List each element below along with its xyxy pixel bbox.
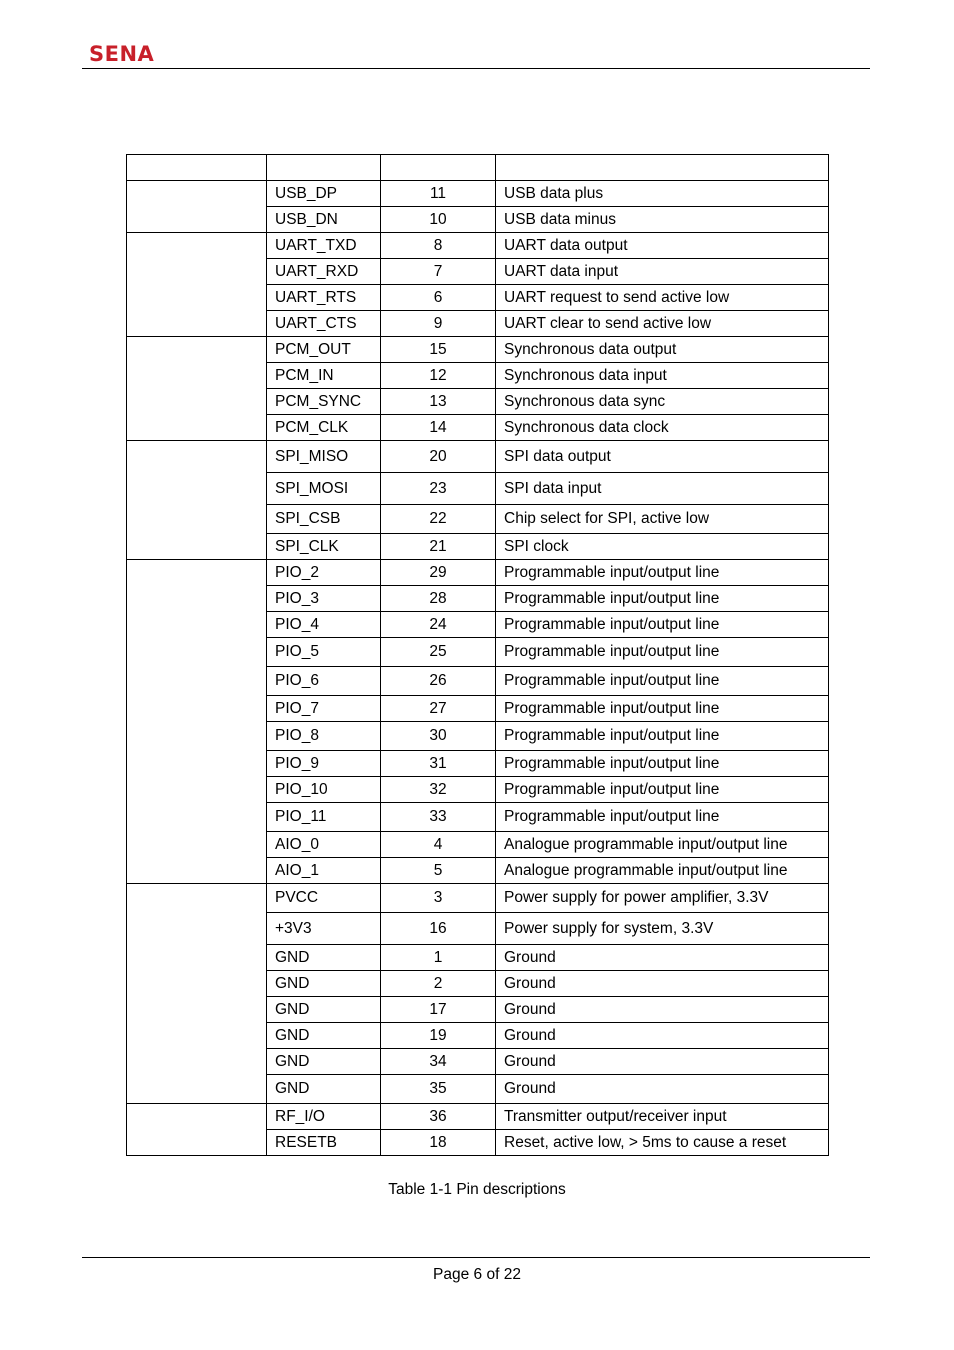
pin-number: 7 <box>381 259 496 285</box>
pin-description: Chip select for SPI, active low <box>496 505 829 534</box>
sena-logo: SENA <box>89 42 155 66</box>
pin-name: PCM_CLK <box>267 415 381 441</box>
pin-number: 20 <box>381 441 496 473</box>
pin-description: Programmable input/output line <box>496 696 829 722</box>
pin-name: GND <box>267 1075 381 1104</box>
pin-description: Synchronous data input <box>496 363 829 389</box>
group-cell <box>127 181 267 233</box>
pin-number: 14 <box>381 415 496 441</box>
pin-name: USB_DP <box>267 181 381 207</box>
pin-description: Programmable input/output line <box>496 667 829 696</box>
pin-name: PCM_OUT <box>267 337 381 363</box>
header-cell-description <box>496 155 829 181</box>
footer-divider <box>82 1257 870 1258</box>
pin-name: PIO_8 <box>267 722 381 751</box>
pin-number: 34 <box>381 1049 496 1075</box>
group-cell <box>127 337 267 441</box>
pin-description: UART data output <box>496 233 829 259</box>
pin-number: 31 <box>381 751 496 777</box>
pin-name: UART_RTS <box>267 285 381 311</box>
pin-name: PIO_5 <box>267 638 381 667</box>
pin-name: AIO_1 <box>267 858 381 884</box>
pin-description: Analogue programmable input/output line <box>496 832 829 858</box>
pin-name: SPI_CSB <box>267 505 381 534</box>
pin-name: GND <box>267 1049 381 1075</box>
pin-number: 30 <box>381 722 496 751</box>
pin-name: PCM_IN <box>267 363 381 389</box>
table-row <box>127 884 829 913</box>
pin-name: PIO_4 <box>267 612 381 638</box>
pin-name: PIO_2 <box>267 560 381 586</box>
pin-number: 36 <box>381 1104 496 1130</box>
header-divider <box>82 68 870 69</box>
table-row <box>127 441 829 473</box>
pin-number: 29 <box>381 560 496 586</box>
pin-number: 1 <box>381 945 496 971</box>
pin-description: SPI data input <box>496 473 829 505</box>
table-header-row <box>127 155 829 181</box>
pin-number: 32 <box>381 777 496 803</box>
header-cell-group <box>127 155 267 181</box>
pin-number: 23 <box>381 473 496 505</box>
pin-description: Synchronous data sync <box>496 389 829 415</box>
pin-name: USB_DN <box>267 207 381 233</box>
pin-description: Ground <box>496 1023 829 1049</box>
pin-description: SPI data output <box>496 441 829 473</box>
pin-description: USB data minus <box>496 207 829 233</box>
pin-number: 21 <box>381 534 496 560</box>
pin-number: 26 <box>381 667 496 696</box>
pin-description: Analogue programmable input/output line <box>496 858 829 884</box>
pin-description: Programmable input/output line <box>496 560 829 586</box>
pin-name: PIO_9 <box>267 751 381 777</box>
pin-number: 16 <box>381 913 496 945</box>
pin-name: PVCC <box>267 884 381 913</box>
pin-number: 8 <box>381 233 496 259</box>
pin-name: PIO_11 <box>267 803 381 832</box>
pin-name: PCM_SYNC <box>267 389 381 415</box>
pin-description: Programmable input/output line <box>496 612 829 638</box>
page-number: Page 6 of 22 <box>433 1266 521 1283</box>
pin-name: GND <box>267 1023 381 1049</box>
pin-description: Ground <box>496 945 829 971</box>
pin-description: Synchronous data clock <box>496 415 829 441</box>
table-caption: Table 1-1 Pin descriptions <box>388 1181 566 1198</box>
pin-description: Programmable input/output line <box>496 586 829 612</box>
pin-number: 24 <box>381 612 496 638</box>
pin-name: GND <box>267 997 381 1023</box>
pin-number: 33 <box>381 803 496 832</box>
pin-number: 9 <box>381 311 496 337</box>
pin-number: 13 <box>381 389 496 415</box>
pin-number: 6 <box>381 285 496 311</box>
pin-number: 5 <box>381 858 496 884</box>
header-cell-pin <box>267 155 381 181</box>
pin-description: Programmable input/output line <box>496 722 829 751</box>
group-cell <box>127 1104 267 1156</box>
pin-name: +3V3 <box>267 913 381 945</box>
pin-name: SPI_CLK <box>267 534 381 560</box>
pin-description: Transmitter output/receiver input <box>496 1104 829 1130</box>
pin-description: Power supply for power amplifier, 3.3V <box>496 884 829 913</box>
pin-number: 17 <box>381 997 496 1023</box>
pin-description: Power supply for system, 3.3V <box>496 913 829 945</box>
pin-description: UART clear to send active low <box>496 311 829 337</box>
pin-number: 10 <box>381 207 496 233</box>
pin-name: RESETB <box>267 1130 381 1156</box>
pin-name: PIO_10 <box>267 777 381 803</box>
pin-description: UART data input <box>496 259 829 285</box>
pin-number: 19 <box>381 1023 496 1049</box>
pin-description: USB data plus <box>496 181 829 207</box>
group-cell <box>127 884 267 1104</box>
pin-description: Synchronous data output <box>496 337 829 363</box>
pin-number: 28 <box>381 586 496 612</box>
pin-number: 35 <box>381 1075 496 1104</box>
pin-name: UART_TXD <box>267 233 381 259</box>
pin-name: PIO_3 <box>267 586 381 612</box>
pin-number: 18 <box>381 1130 496 1156</box>
pin-description: Ground <box>496 1049 829 1075</box>
pin-description: Ground <box>496 997 829 1023</box>
table-row <box>127 1104 829 1130</box>
table-row <box>127 560 829 586</box>
pin-number: 11 <box>381 181 496 207</box>
group-cell <box>127 441 267 560</box>
pin-description-table <box>126 154 829 1156</box>
pin-name: PIO_7 <box>267 696 381 722</box>
pin-description: Programmable input/output line <box>496 777 829 803</box>
header-cell-number <box>381 155 496 181</box>
table-row <box>127 233 829 259</box>
pin-name: GND <box>267 945 381 971</box>
pin-description: Programmable input/output line <box>496 638 829 667</box>
pin-name: UART_RXD <box>267 259 381 285</box>
pin-number: 4 <box>381 832 496 858</box>
pin-number: 22 <box>381 505 496 534</box>
pin-description: Reset, active low, > 5ms to cause a reset <box>496 1130 829 1156</box>
group-cell <box>127 233 267 337</box>
pin-description: Programmable input/output line <box>496 803 829 832</box>
pin-number: 25 <box>381 638 496 667</box>
pin-name: UART_CTS <box>267 311 381 337</box>
pin-name: RF_I/O <box>267 1104 381 1130</box>
pin-number: 12 <box>381 363 496 389</box>
pin-name: GND <box>267 971 381 997</box>
pin-description: Ground <box>496 1075 829 1104</box>
pin-number: 15 <box>381 337 496 363</box>
pin-name: SPI_MISO <box>267 441 381 473</box>
table-row <box>127 181 829 207</box>
pin-number: 2 <box>381 971 496 997</box>
pin-description: Programmable input/output line <box>496 751 829 777</box>
pin-description: UART request to send active low <box>496 285 829 311</box>
pin-number: 27 <box>381 696 496 722</box>
pin-name: SPI_MOSI <box>267 473 381 505</box>
pin-description: SPI clock <box>496 534 829 560</box>
pin-name: AIO_0 <box>267 832 381 858</box>
pin-name: PIO_6 <box>267 667 381 696</box>
group-cell <box>127 560 267 884</box>
pin-description: Ground <box>496 971 829 997</box>
table-row <box>127 337 829 363</box>
pin-number: 3 <box>381 884 496 913</box>
